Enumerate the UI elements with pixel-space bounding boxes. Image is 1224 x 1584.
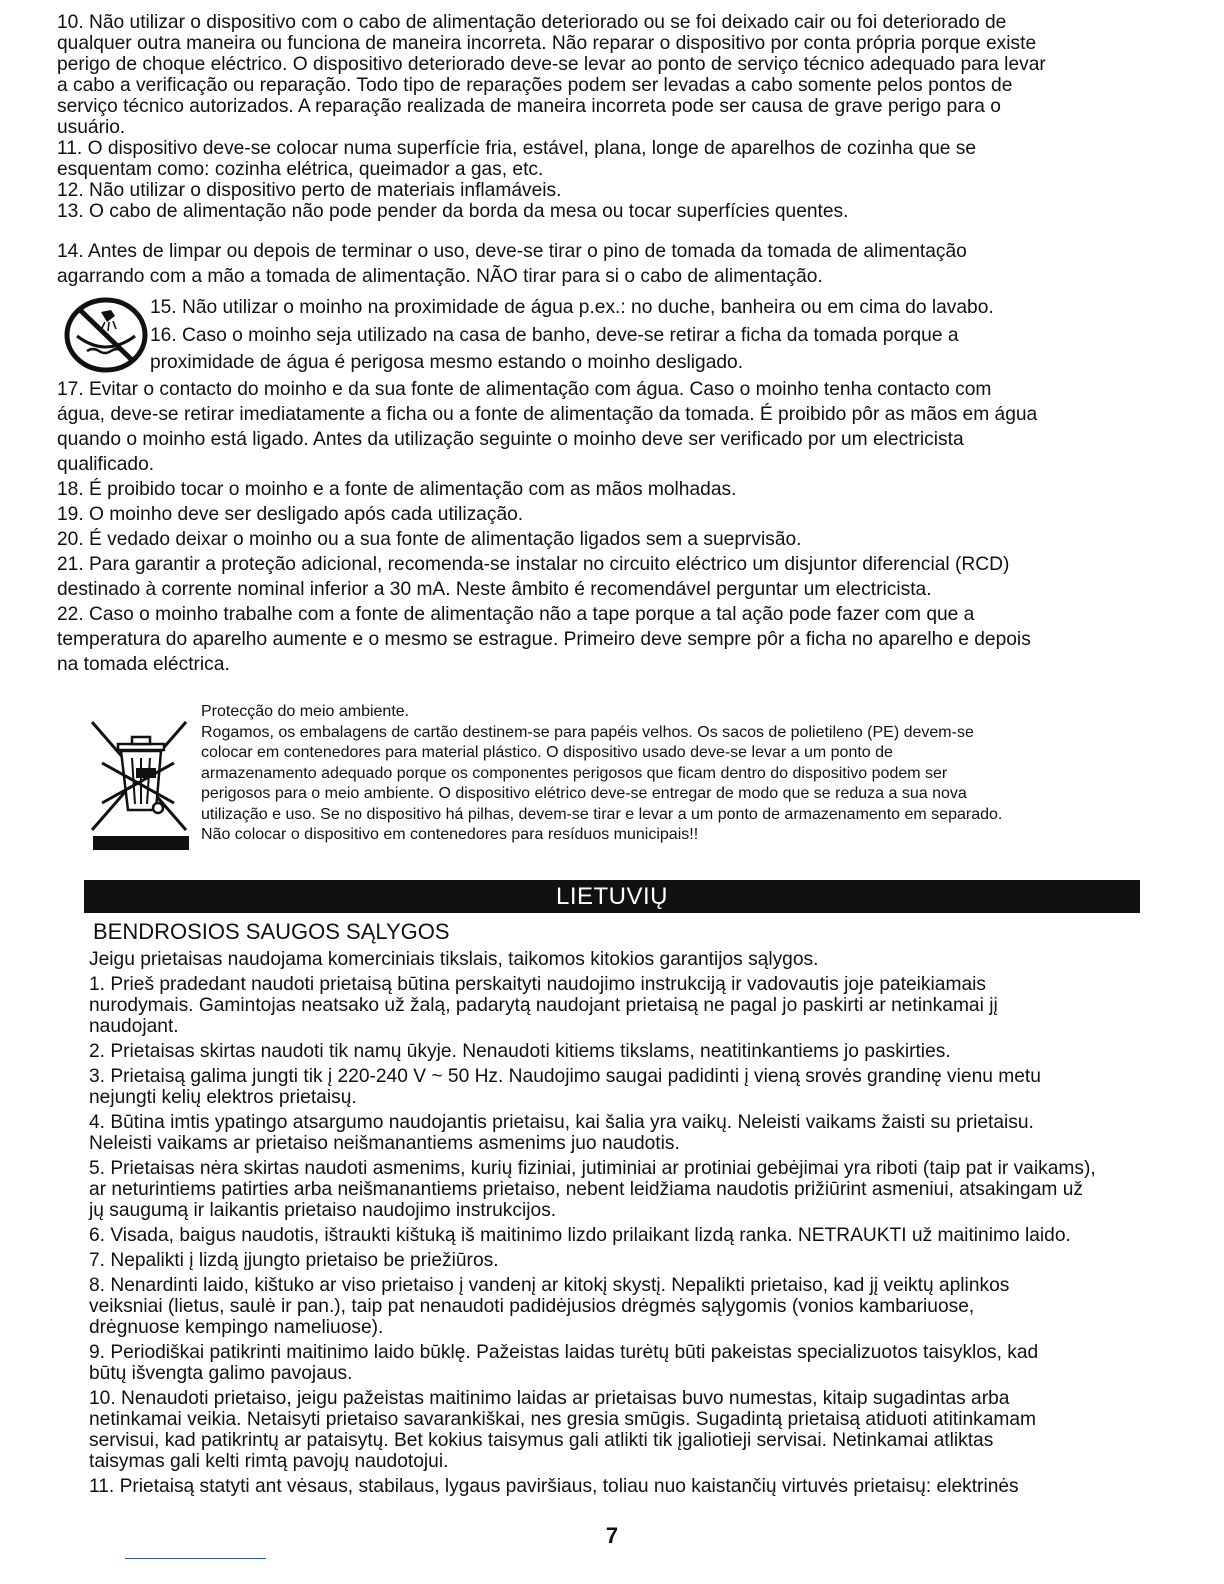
text-line: 16. Caso o moinho seja utilizado na casa de banho, deve-se retirar a ficha da tomada porque a xyxy=(150,324,959,346)
text-line: veiksniai (lietus, saulė ir pan.), taip pat nenaudoti padidėjusios drėgmės sąlygomis (vonios kambariuose, xyxy=(89,1296,975,1317)
text-line: proximidade de água é perigosa mesmo estando o moinho desligado. xyxy=(150,352,744,373)
text-line: quando o moinho está ligado. Antes da utilização seguinte o moinho deve ser verificado por um electricista xyxy=(57,429,964,450)
text-line: 21. Para garantir a proteção adicional, recomenda-se instalar no circuito eléctrico um disjuntor diferencial (RCD) xyxy=(57,554,1010,575)
text-line: naudojant. xyxy=(89,1016,179,1037)
text-line: drėgnuose kempingo nameliuose). xyxy=(89,1317,384,1338)
text-line: na tomada eléctrica. xyxy=(57,654,230,675)
text-line: 2. Prietaisas skirtas naudoti tik namų ūkyje. Nenaudoti kitiems tikslams, neatitinkantiems jo paskirties. xyxy=(89,1041,951,1062)
pt-section-d xyxy=(57,377,1167,677)
text-line: Protecção do meio ambiente. xyxy=(201,703,410,720)
text-line: nurodymais. Gamintojas neatsako už žalą, padarytą naudojant prietaisą ne pagal jo paskirti ar netinkamai jį xyxy=(89,995,998,1016)
text-line: taisymas gali kelti rimtą pavojų naudotojui. xyxy=(89,1451,449,1472)
text-line: netinkamai veikia. Netaisyti prietaiso savarankiškai, nes gresia smūgis. Sugadintą prietaisą atiduoti atitinkamam xyxy=(89,1409,1037,1430)
text-line: 11. Prietaisą statyti ant vėsaus, stabilaus, lygaus paviršiaus, toliau nuo kaistančių virtuvės prietaisų: elektrinės xyxy=(89,1476,1019,1497)
text-line: Jeigu prietaisas naudojama komerciniais tikslais, taikomos kitokios garantijos sąlygos. xyxy=(89,949,819,970)
text-line: nejungti kelių elektros prietaisų. xyxy=(89,1087,357,1108)
text-line: Neleisti vaikams ar prietaiso neišmanantiems asmenims juo naudotis. xyxy=(89,1133,680,1154)
text-line: qualificado. xyxy=(57,454,155,475)
pt-section-a xyxy=(57,12,1167,222)
text-line: 19. O moinho deve ser desligado após cada utilização. xyxy=(57,504,524,525)
text-line: perigosos para o meio ambiente. O dispositivo elétrico deve-se entregar de modo que se reduza a sua nova xyxy=(201,785,967,802)
text-line: 13. O cabo de alimentação não pode pender da borda da mesa ou tocar superfícies quentes. xyxy=(57,201,849,222)
text-line: 8. Nenardinti laido, kištuko ar viso prietaiso į vandenį ar kitokį skystį. Nepalikti prietaiso, kad jį veiktų aplinkos xyxy=(89,1275,1010,1296)
text-line: colocar em contenedores para material plástico. O dispositivo usado deve-se levar a um ponto de xyxy=(201,744,893,761)
text-line: a cabo a verificação ou reparação. Todo tipo de reparações podem ser levadas a cabo somente pelos pontos de xyxy=(57,75,1013,96)
text-line: 14. Antes de limpar ou depois de terminar o uso, deve-se tirar o pino de tomada da tomada de alimentação xyxy=(57,241,967,262)
environment-notice xyxy=(201,702,1141,846)
text-line: Não colocar o dispositivo em contenedores para resíduos municipais!! xyxy=(201,826,699,843)
text-line: Rogamos, os embalagens de cartão destinem-se para papéis velhos. Os sacos de polietileno (PE) devem-se xyxy=(201,723,974,741)
text-line: armazenamento adequado porque os componentes perigosos que ficam dentro do dispositivo podem ser xyxy=(201,764,948,782)
text-line: ar neturintiems patirties arba neišmanantiems prietaiso, nebent leidžiama naudotis prižiūrint asmeniui, atsakingam už xyxy=(89,1179,1083,1200)
text-line: 18. É proibido tocar o moinho e a fonte de alimentação com as mãos molhadas. xyxy=(57,479,737,500)
text-line: servisui, kad patikrintų ar pataisytų. Bet kokius taisymus gali atlikti tik įgaliotieji servisai. Netinkamai atliktas xyxy=(89,1430,994,1451)
no-water-icon xyxy=(63,296,149,374)
text-line: qualquer outra maneira ou funciona de maneira incorreta. Não reparar o dispositivo por conta própria porque existe xyxy=(57,33,1037,54)
text-line: 17. Evitar o contacto do moinho e da sua fonte de alimentação com água. Caso o moinho tenha contacto com xyxy=(57,379,992,400)
pt-section-b xyxy=(57,239,1167,289)
text-line: utilização e uso. Se no dispositivo há pilhas, devem-se tirar e levar a um ponto de armazenamento em separado. xyxy=(201,805,1003,823)
lt-section xyxy=(89,949,1149,1497)
page-number: 7 xyxy=(605,1523,619,1548)
text-line: būtų išvengta galimo pavojaus. xyxy=(89,1363,353,1384)
section-title: BENDROSIOS SAUGOS SĄLYGOS xyxy=(93,919,450,944)
text-line: agarrando com a mão a tomada de alimentação. NÃO tirar para si o cabo de alimentação. xyxy=(57,266,823,287)
text-line: 20. É vedado deixar o moinho ou a sua fonte de alimentação ligados sem a sueprvisão. xyxy=(57,529,802,550)
text-line: 6. Visada, baigus naudotis, ištraukti kištuką iš maitinimo lizdo prilaikant lizdą ranka. NETRAUKTI už maitinimo laido. xyxy=(89,1225,1071,1246)
crossed-out-bin-icon xyxy=(88,718,192,852)
text-line: 10. Não utilizar o dispositivo com o cabo de alimentação deteriorado ou se foi deixado cair ou foi deteriorado de xyxy=(57,12,1007,33)
text-line: jų saugumą ir laikantis prietaiso naudojimo instrukcijos. xyxy=(89,1200,557,1221)
text-line: 1. Prieš pradedant naudoti prietaisą būtina perskaityti naudojimo instrukciją ir vadovautis joje pateikiamais xyxy=(89,974,986,995)
text-line: 9. Periodiškai patikrinti maitinimo laido būklę. Pažeistas laidas turėtų būti pakeistas specializuotos taisyklos, kad xyxy=(89,1342,1039,1363)
text-line: 15. Não utilizar o moinho na proximidade de água p.ex.: no duche, banheira ou em cima do lavabo. xyxy=(150,297,994,318)
text-line: 12. Não utilizar o dispositivo perto de materiais inflamáveis. xyxy=(57,180,562,201)
language-bar: LIETUVIŲ xyxy=(84,880,1140,913)
text-line: destinado à corrente nominal inferior a 30 mA. Neste âmbito é recomendável perguntar um electricista. xyxy=(57,579,932,600)
text-line: usuário. xyxy=(57,117,126,138)
text-line: temperatura do aparelho aumente e o mesmo se estrague. Primeiro deve sempre pôr a ficha no aparelho e depois xyxy=(57,629,1031,650)
text-line: 7. Nepalikti į lizdą įjungto prietaiso be priežiūros. xyxy=(89,1250,499,1271)
text-line: 3. Prietaisą galima jungti tik į 220-240 V ~ 50 Hz. Naudojimo saugai padidinti į vieną srovės grandinę vienu metu xyxy=(89,1066,1041,1087)
text-line: esquentam como: cozinha elétrica, queimador a gas, etc. xyxy=(57,159,544,180)
text-line: 10. Nenaudoti prietaiso, jeigu pažeistas maitinimo laidas ar prietaisas buvo numestas, kitaip sugadintas arba xyxy=(89,1388,1010,1409)
bottom-rule xyxy=(125,1558,266,1559)
text-line: água, deve-se retirar imediatamente a ficha ou a fonte de alimentação da tomada. É proibido pôr as mãos em água xyxy=(57,404,1038,425)
text-line: 22. Caso o moinho trabalhe com a fonte de alimentação não a tape porque a tal ação pode fazer com que a xyxy=(57,604,975,625)
text-line: 11. O dispositivo deve-se colocar numa superfície fria, estável, plana, longe de aparelhos de cozinha que se xyxy=(57,138,977,159)
text-line: perigo de choque eléctrico. O dispositivo deteriorado deve-se levar ao ponto de serviço técnico adequado para levar xyxy=(57,54,1046,75)
text-line: serviço técnico autorizados. A reparação realizada de maneira incorreta pode ser causa de grave perigo para o xyxy=(57,96,1001,117)
text-line: 5. Prietaisas nėra skirtas naudoti asmenims, kurių fiziniai, jutiminiai ar protiniai gebėjimai yra riboti (taip pat ir vaikams), xyxy=(89,1158,1096,1179)
pt-section-c xyxy=(150,294,1160,377)
text-line: 4. Būtina imtis ypatingo atsargumo naudojantis prietaisu, kai šalia yra vaikų. Neleisti vaikams žaisti su prietaisu. xyxy=(89,1112,1034,1133)
